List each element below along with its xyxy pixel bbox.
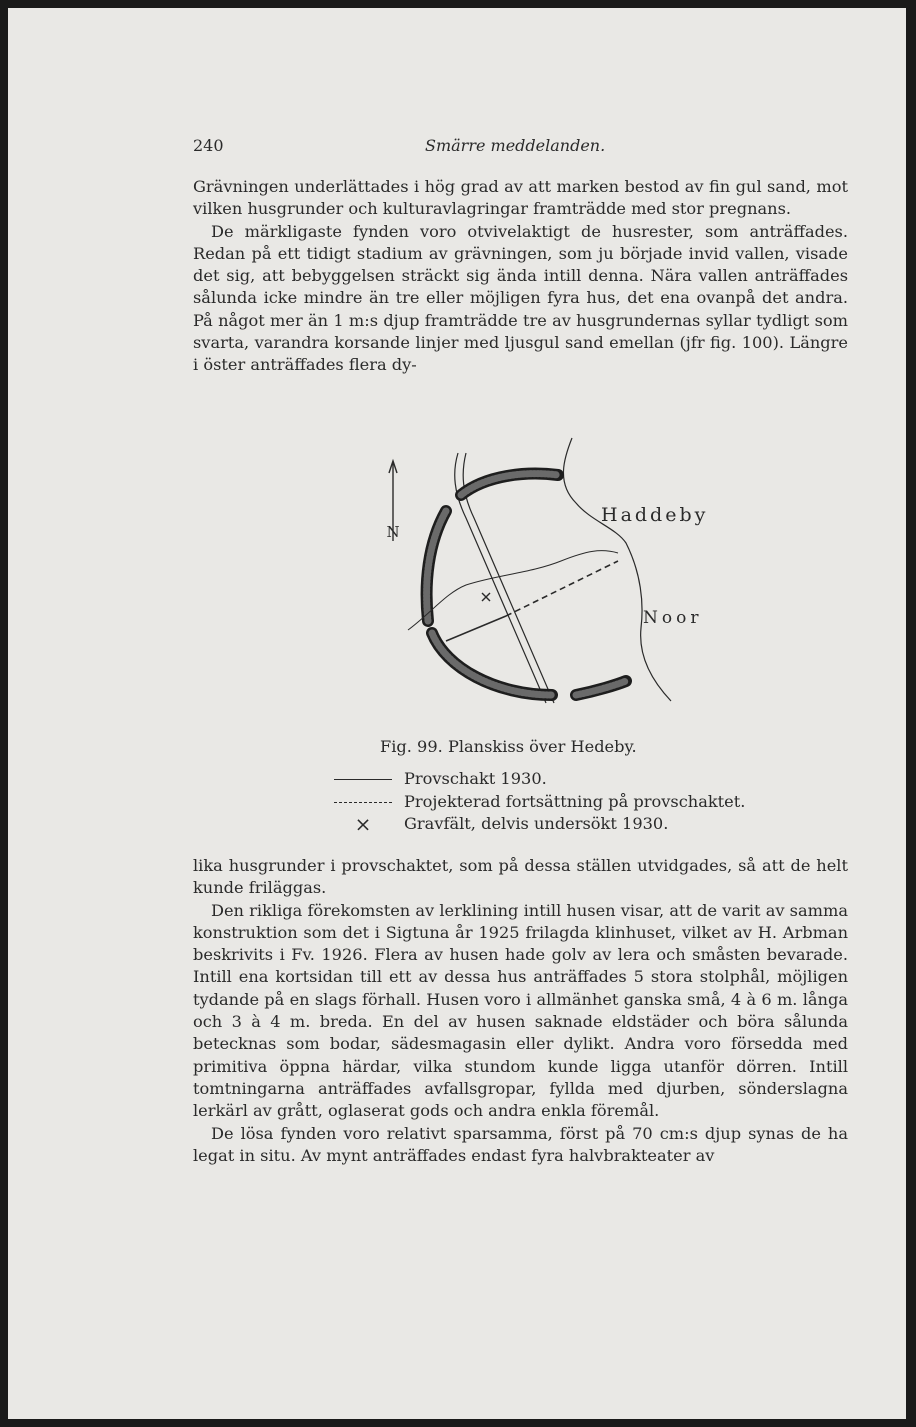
legend-text: Gravfält, delvis undersökt 1930.: [404, 814, 669, 833]
site-plan-figure: [386, 433, 716, 718]
grave-field-marker: [482, 593, 490, 601]
legend-dashed-line-icon: [334, 791, 392, 814]
paragraph: lika husgrunder i provschaktet, som på dessa ställen utvidgades, så att de helt kunde friläggas.: [193, 856, 848, 898]
legend-text: Provschakt 1930.: [404, 769, 547, 788]
stream-line: [408, 551, 618, 630]
site-plan-sketch: [386, 433, 716, 718]
running-head: [193, 136, 848, 158]
running-title: Smärre meddelanden.: [425, 136, 606, 155]
text-block-bottom: [193, 855, 848, 1167]
legend-row: [334, 813, 794, 836]
north-letter: N: [386, 523, 400, 541]
legend-row: [334, 791, 794, 814]
label-haddeby: Haddeby: [601, 504, 709, 526]
figure-legend: [334, 768, 794, 836]
north-arrow-icon: [386, 461, 399, 541]
legend-row: [334, 768, 794, 791]
paragraph: De lösa fynden voro relativt sparsamma, först på 70 cm:s djup synas de ha legat in situ. Av mynt anträffades endast fyra halvbrakteater av: [193, 1123, 848, 1165]
legend-solid-line-icon: [334, 768, 392, 791]
legend-text: Projekterad fortsättning på provschaktet.: [404, 791, 746, 811]
figure-caption: Fig. 99. Planskiss över Hedeby.: [380, 737, 637, 756]
rampart-segments: [427, 474, 626, 695]
paragraph: Grävningen underlättades i hög grad av att marken bestod av fin gul sand, mot vilken husgrunder och kulturavlagringar framträdde med stor pregnans.: [193, 177, 848, 219]
legend-x-icon: ×: [354, 812, 372, 836]
text-block-top: [193, 176, 848, 377]
book-page: [8, 8, 906, 1419]
shoreline: [563, 438, 671, 701]
paragraph: De märkligaste fynden voro otvivelaktigt de husrester, som anträffades. Redan på ett tidigt stadium av grävningen, som ju började invid vallen, visade det sig, att bebyggelsen sträckt sig ända intill denna. Nära vallen anträffades sålunda icke mindre än tre eller möjligen fyra hus, det ena ovanpå det andra. På något mer än 1 m:s djup framträdde tre av husgrundernas syllar tydligt som svarta, varandra korsande linjer med ljusgul sand emellan (jfr fig. 100). Längre i öster anträffades flera dy-: [193, 221, 848, 375]
paragraph: Den rikliga förekomsten av lerklining intill husen visar, att de varit av samma konstruktion som det i Sigtuna år 1925 frilagda klinhuset, vilket av H. Arbman beskrivits i Fv. 1926. Flera av husen hade golv av lera och småsten bevarade. Intill ena kortsidan till ett av dessa hus anträffades 5 stora stolphål, möjligen tydande på en slags förhall. Husen voro i allmänhet ganska små, 4 à 6 m. långa och 3 à 4 m. breda. En del av husen saknade eldstäder och böra sålunda betecknas som bodar, sädesmagasin eller dylikt. Andra voro försedda med primitiva öppna härdar, vilka stundom kunde ligga utanför dörren. Intill tomtningarna anträffades avfallsgropar, fyllda med djurben, sönderslagna lerkärl av grått, oglaserat gods och andra enkla föremål.: [193, 900, 848, 1121]
trench-dashed: [506, 561, 618, 616]
label-noor: Noor: [643, 608, 703, 628]
trench-solid: [446, 616, 506, 641]
page-number: 240: [193, 136, 224, 155]
